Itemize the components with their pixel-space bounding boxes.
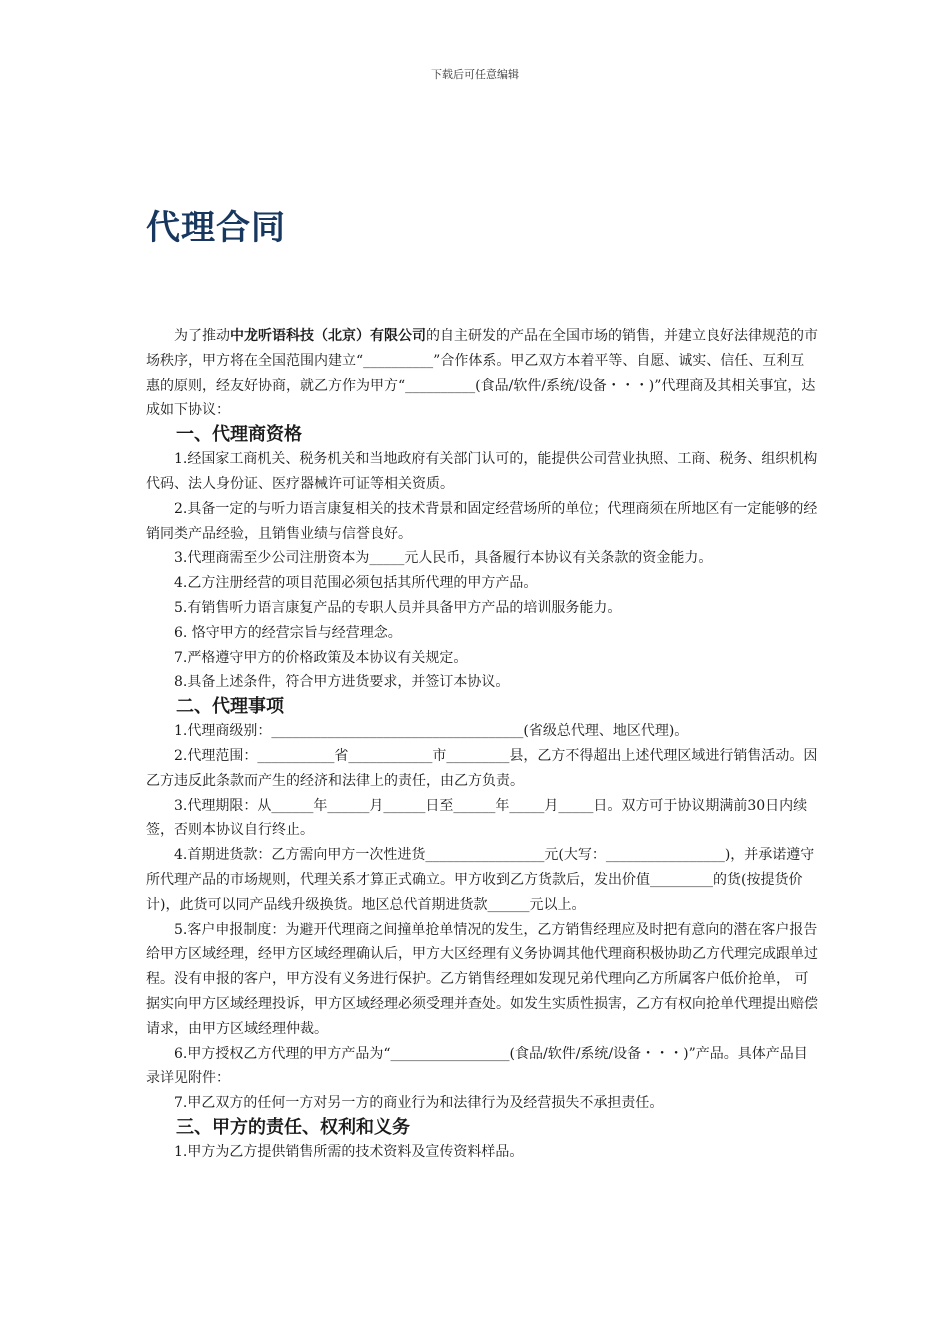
section-heading-party-a-duties: 三、甲方的责任、权利和义务 xyxy=(176,1116,410,1138)
page-header-note: 下载后可任意编辑 xyxy=(431,68,519,81)
clause-2-3: 3.代理期限：从______年______月______日至______年_____月_____日。双方可于协议期满前30日内续签，否则本协议自行终止。 xyxy=(146,797,808,839)
clause-1-2: 2.具备一定的与听力语言康复相关的技术背景和固定经营场所的单位；代理商须在所地区有一定能够的经销同类产品经验，且销售业绩与信誉良好。 xyxy=(146,500,818,542)
clause-2-7: 7.甲乙双方的任何一方对另一方的商业行为和法律行为及经营损失不承担责任。 xyxy=(174,1095,664,1112)
document-body xyxy=(146,324,818,1165)
section-heading-agency-matters: 二、代理事项 xyxy=(176,696,284,718)
intro-text-1: 为了推动 xyxy=(174,328,230,344)
clause-2-1: 1.代理商级别：____________________________________(省级总代理、地区代理)。 xyxy=(174,723,689,740)
clause-2-2: 2.代理范围：___________省____________市_________县，乙方不得超出上述代理区域进行销售活动。因乙方违反此条款而产生的经济和法律上的责任，由乙方负责。 xyxy=(146,747,818,789)
intro-text-2: 的自主研发的产品在全国市场的销售，并建立良好法律规范的市场秩序，甲方将在全国范围内建立“__________”合作体系。甲乙双方本着平等、自愿、诚实、信任、互利互惠的原则，经友好协商，就乙方作为甲方“__________(食品/软件/系统/设备・・・)”代理商及其相关事宜，达成如下协议： xyxy=(146,328,818,419)
clause-1-5: 5.有销售听力语言康复产品的专职人员并具备甲方产品的培训服务能力。 xyxy=(174,599,622,616)
clause-2-4: 4.首期进货款：乙方需向甲方一次性进货_________________元(大写：_________________)，并承诺遵守所代理产品的市场规则，代理关系才算正式确立。甲方收到乙方货款后，发出价值_________的货(按提货价计)，此货可以同产品线升级换货。地区总代首期进货款______元以上。 xyxy=(146,847,815,913)
clause-3-1: 1.甲方为乙方提供销售所需的技术资料及宣传资料样品。 xyxy=(174,1143,524,1160)
clause-1-4: 4.乙方注册经营的项目范围必须包括其所代理的甲方产品。 xyxy=(174,575,538,592)
company-name: 中龙听语科技（北京）有限公司 xyxy=(230,328,426,344)
clause-1-1: 1.经国家工商机关、税务机关和当地政府有关部门认可的，能提供公司营业执照、工商、税务、组织机构代码、法人身份证、医疗器械许可证等相关资质。 xyxy=(146,451,818,492)
clause-2-6: 6.甲方授权乙方代理的甲方产品为“_________________(食品/软件/系统/设备・・・)”产品。具体产品目录详见附件： xyxy=(146,1045,808,1087)
clause-1-3: 3.代理商需至少公司注册资本为_____元人民币，具备履行本协议有关条款的资金能力。 xyxy=(174,550,713,567)
section-heading-qualification: 一、代理商资格 xyxy=(176,424,302,446)
intro-paragraph xyxy=(146,324,818,423)
clause-1-8: 8.具备上述条件，符合甲方进货要求，并签订本协议。 xyxy=(174,674,510,691)
document-title: 代理合同 xyxy=(146,208,286,248)
clause-1-7: 7.严格遵守甲方的价格政策及本协议有关规定。 xyxy=(174,649,468,666)
clause-1-6: 6. 恪守甲方的经营宗旨与经营理念。 xyxy=(174,624,402,641)
clause-2-5: 5.客户申报制度：为避开代理商之间撞单抢单情况的发生，乙方销售经理应及时把有意向的潜在客户报告给甲方区域经理，经甲方区域经理确认后，甲方大区经理有义务协调其他代理商积极协助乙方代理完成跟单过程。没有申报的客户，甲方没有义务进行保护。乙方销售经理如发现兄弟代理向乙方所属客户低价抢单， 可据实向甲方区域经理投诉，甲方区域经理必须受理并查处。如发生实质性损害，乙方有权向抢单代理提出赔偿请求，由甲方区域经理仲裁。 xyxy=(146,921,818,1037)
